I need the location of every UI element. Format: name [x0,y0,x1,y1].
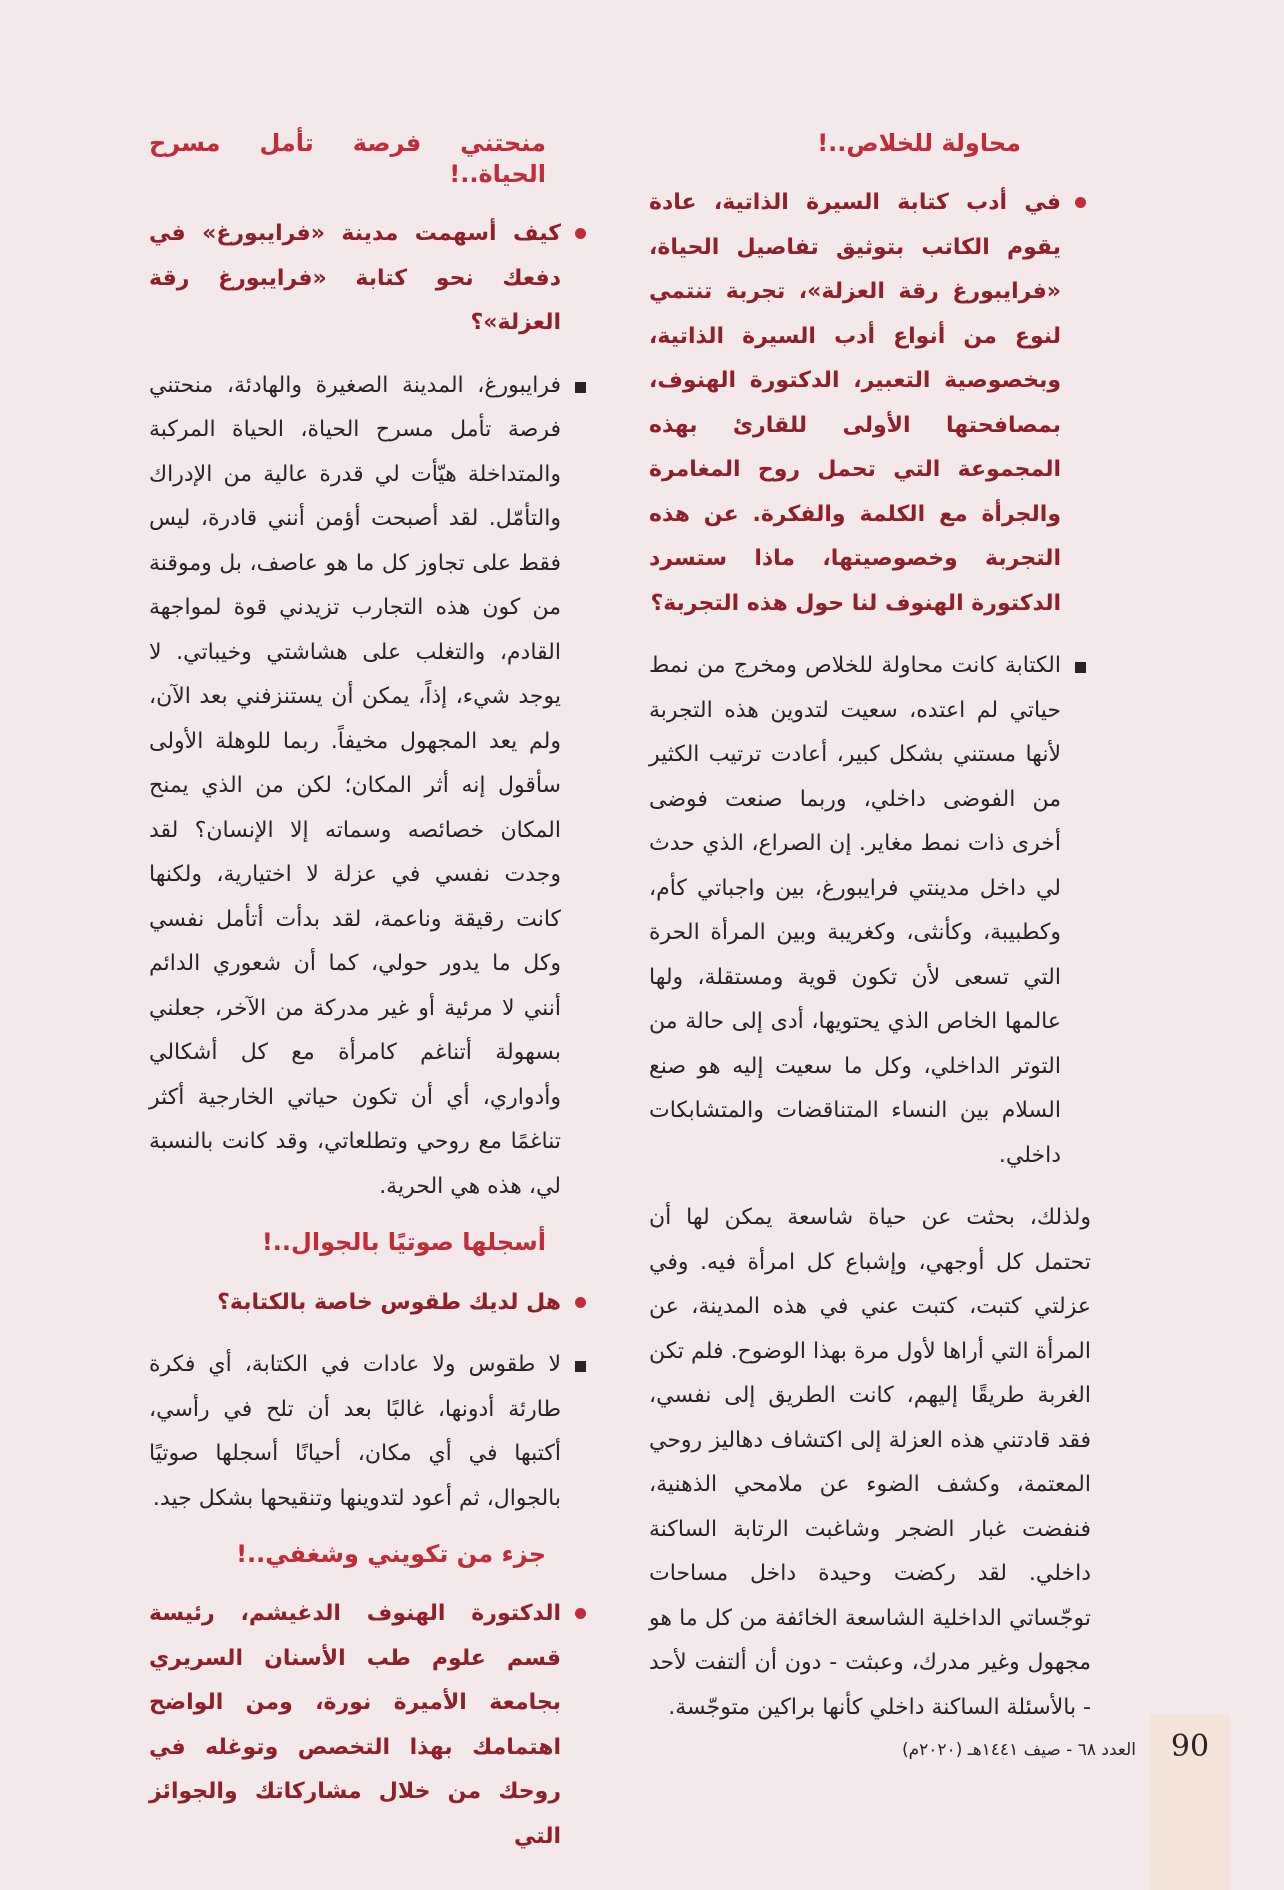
question-text: في أدب كتابة السيرة الذاتية، عادة يقوم الكاتب بتوثيق تفاصيل الحياة، «فرايبورغ رقة العزلة»، تجربة تنتمي لنوع من أنواع أدب السيرة الذاتية، وبخصوصية التعبير، الدكتورة الهنوف، بمصافحتها الأولى للقارئ بهذه المجموعة التي تحمل روح المغامرة والجرأة مع الكلمة والفكرة. عن هذه التجربة وخصوصيتها، ماذا ستسرد الدكتورة الهنوف لنا حول هذه التجربة؟ [649,190,1061,616]
section-heading-voice-record: أسجلها صوتيًا بالجوال..! [261,1228,546,1257]
answer-paragraph [149,1343,591,1521]
section-heading-passion: جزء من تكويني وشغفي..! [236,1540,546,1569]
answer-text: لا طقوس ولا عادات في الكتابة، أي فكرة طارئة أدونها، غالبًا بعد أن تلح في رأسي، أكتبها في أي مكان، أحيانًا أسجلها صوتيًا بالجوال، ثم أعود لتدوينها وتنقيحها بشكل جيد. [149,1352,561,1511]
issue-info: العدد ٦٨ - صيف ١٤٤١هـ (٢٠٢٠م) [901,1740,1136,1760]
square-bullet-icon [569,1343,591,1387]
question-paragraph [149,1592,591,1859]
bullet-dot-icon [569,1592,591,1636]
section-heading-escape: محاولة للخلاص..! [817,129,1021,157]
question-paragraph [649,181,1091,626]
section-heading-life-stage: منحتني فرصة تأمل مسرح الحياة..! [149,129,546,189]
question-paragraph [149,212,591,346]
bullet-dot-icon [569,212,591,256]
answer-text: الكتابة كانت محاولة للخلاص ومخرج من نمط حياتي لم اعتده، سعيت لتدوين هذه التجربة لأنها مستني بشكل كبير، أعادت ترتيب الكثير من الفوضى داخلي، وربما صنعت فوضى أخرى ذات نمط مغاير. إن الصراع، الذي حدث لي داخل مدينتي فرايبورغ، بين واجباتي كأم، وكطبيبة، وكأنثى، وكغريبة وبين المرأة الحرة التي تسعى لأن تكون قوية ومستقلة، ولها عالمها الخاص الذي يحتويها، أدى إلى حالة من التوتر الداخلي، وكل ما سعيت إليه هو صنع السلام بين النساء المتناقضات والمتشابكات داخلي. [649,653,1061,1168]
square-bullet-icon [569,364,591,408]
bullet-dot-icon [569,1281,591,1325]
bullet-dot-icon [1069,181,1091,225]
question-text: كيف أسهمت مدينة «فرايبورغ» في دفعك نحو كتابة «فرايبورغ رقة العزلة»؟ [149,221,561,336]
answer-paragraph [149,364,591,1210]
square-bullet-icon [1069,644,1091,688]
page-number: 90 [1170,1729,1210,1764]
question-text: الدكتورة الهنوف الدغيشم، رئيسة قسم علوم طب الأسنان السريري بجامعة الأميرة نورة، ومن الواضح اهتمامك بهذا التخصص وتوغله في روحك من خلال مشاركاتك والجوائز التي [149,1601,561,1849]
left-column [149,128,591,1877]
right-column [649,128,1091,1748]
answer-paragraph [649,644,1091,1178]
question-paragraph [149,1281,591,1326]
page-number-tab [1150,1715,1230,1890]
answer-text: فرايبورغ، المدينة الصغيرة والهادئة، منحتني فرصة تأمل مسرح الحياة، الحياة المركبة والمتداخلة هيّأت لي قدرة عالية من الإدراك والتأمّل. لقد أصبحت أؤمن أنني قادرة، ليس فقط على تجاوز كل ما هو عاصف، بل وموقنة من كون هذه التجارب تزيدني قوة لمواجهة القادم، والتغلب على هشاشتي وخيباتي. لا يوجد شيء، إذاً، يمكن أن يستنزفني بعد الآن، ولم يعد المجهول مخيفاً. ربما للوهلة الأولى سأقول إنه أثر المكان؛ لكن من الذي يمنح المكان خصائصه وسماته إلا الإنسان؟ لقد وجدت نفسي في عزلة لا اختيارية، ولكنها كانت رقيقة وناعمة، لقد بدأت أتأمل نفسي وكل ما يدور حولي، كما أن شعوري الدائم أنني لا مرئية أو غير مدركة من الآخر، جعلني بسهولة أتناغم كامرأة مع كل أشكالي وأدواري، أي أن تكون حياتي الخارجية أكثر تناغمًا مع روحي وتطلعاتي، وقد كانت بالنسبة لي، هذه هي الحرية. [149,372,561,1199]
answer-paragraph-continued [649,1196,1091,1730]
question-text: هل لديك طقوس خاصة بالكتابة؟ [217,1289,561,1315]
answer-text: ولذلك، بحثت عن حياة شاسعة يمكن لها أن تحتمل كل أوجهي، وإشباع كل امرأة فيه. وفي عزلتي كتبت، كتبت عني في هذه المدينة، عن المرأة التي أراها لأول مرة بهذا الوضوح. فلم تكن الغربة طريقًا إليهم، كانت الطريق إلى نفسي، فقد قادتني هذه العزلة إلى اكتشاف دهاليز روحي المعتمة، وكشف الضوء عن ملامحي الذهنية، فنفضت غبار الضجر وشاغبت الرتابة الساكنة داخلي. لقد ركضت وحيدة داخل مساحات توجّساتي الداخلية الشاسعة الخائفة من كل ما هو مجهول وغير مدرك، وعبثت - دون أن ألتفت لأحد - بالأسئلة الساكنة داخلي كأنها براكين متوجّسة. [649,1205,1091,1720]
